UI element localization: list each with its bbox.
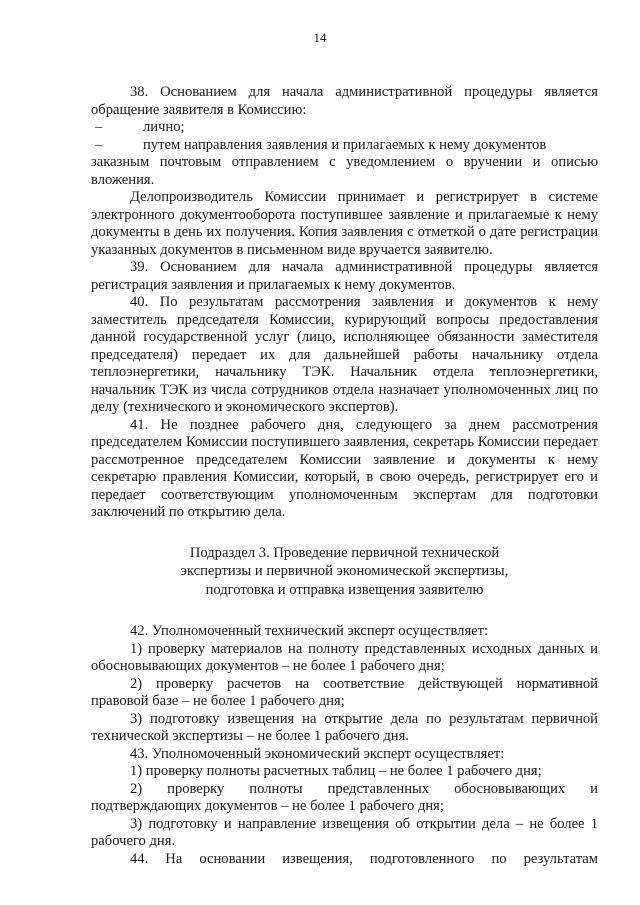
paragraph-42-item-2: 2) проверку расчетов на соответствие действующей нормативной правовой базе – не более 1 рабочего дня;	[91, 675, 598, 709]
paragraph-42-item-1: 1) проверку материалов на полноту представленных исходных данных и обосновывающих документов – не более 1 рабочего дня;	[91, 640, 598, 674]
paragraph-41: 41. Не позднее рабочего дня, следующего за днем рассмотрения председателем Комиссии поступившего заявления, секретарь Комиссии передает рассмотренное председателем Комиссии заявление и документы к нему секретарю правления Комиссии, который, в свою очередь, регистрирует его и передает соответствующим уполномоченным экспертам для подготовки заключений по открытию дела.	[91, 416, 598, 520]
paragraph-43-item-1: 1) проверку полноты расчетных таблиц – не более 1 рабочего дня;	[130, 763, 542, 779]
section-heading	[91, 544, 598, 600]
paragraph-clerk: Делопроизводитель Комиссии принимает и регистрирует в системе электронного документооборота поступившее заявление и прилагаемые к нему документы в день их получения. Копия заявления с отметкой о дате регистрации указанных документов в письменном виде вручается заявителю.	[91, 189, 598, 258]
section-heading-line: подготовка и отправка извещения заявителю	[205, 581, 484, 598]
list-dash: –	[95, 119, 103, 135]
paragraph-42-item-3: 3) подготовку извещения на открытие дела по результатам первичной технической экспертизы – не более 1 рабочего дня.	[91, 710, 598, 744]
paragraph-38: 38. Основанием для начала административной процедуры является обращение заявителя в Комиссию:	[91, 84, 598, 118]
page-content	[91, 84, 598, 868]
paragraph-43-item-3: 3) подготовку и направление извещения об открытии дела – не более 1 рабочего дня.	[91, 815, 598, 849]
page-number: 14	[313, 30, 327, 45]
list-dash: –	[95, 136, 103, 153]
paragraph-43: 43. Уполномоченный экономический эксперт осуществляет:	[130, 745, 505, 762]
list-item-continuation: заказным почтовым отправлением с уведомлением о вручении и описью вложения.	[91, 154, 598, 188]
list-item	[91, 137, 598, 155]
paragraph-39: 39. Основанием для начала административной процедуры является регистрация заявления и прилагаемых к нему документов.	[91, 259, 598, 293]
section-heading-line: Подраздел 3. Проведение первичной технической	[189, 544, 500, 561]
list-item	[91, 119, 598, 137]
list-item-text: путем направления заявления и прилагаемых к нему документов	[143, 136, 547, 153]
paragraph-44: 44. На основании извещения, подготовленного по результатам	[130, 850, 598, 867]
paragraph-40: 40. По результатам рассмотрения заявления и документов к нему заместитель председателя Комиссии, курирующий вопросы предоставления данной государственной услуг (лицо, исполняющее обязанности заместителя председателя) передает их для дальнейшей работы начальнику отдела теплоэнергетики, начальнику ТЭК. Начальник отдела теплоэнергетики, начальник ТЭК из числа сотрудников отдела назначает уполномоченных лиц по делу (технического и экономического экспертов).	[91, 294, 598, 415]
list-item-text: лично;	[143, 119, 185, 135]
paragraph-43-item-2: 2) проверку полноты представленных обосновывающих и подтверждающих документов – не более 1 рабочего дня;	[91, 780, 598, 814]
section-heading-line: экспертизы и первичной экономической экспертизы,	[180, 563, 509, 579]
paragraph-42: 42. Уполномоченный технический эксперт осуществляет:	[130, 623, 489, 639]
